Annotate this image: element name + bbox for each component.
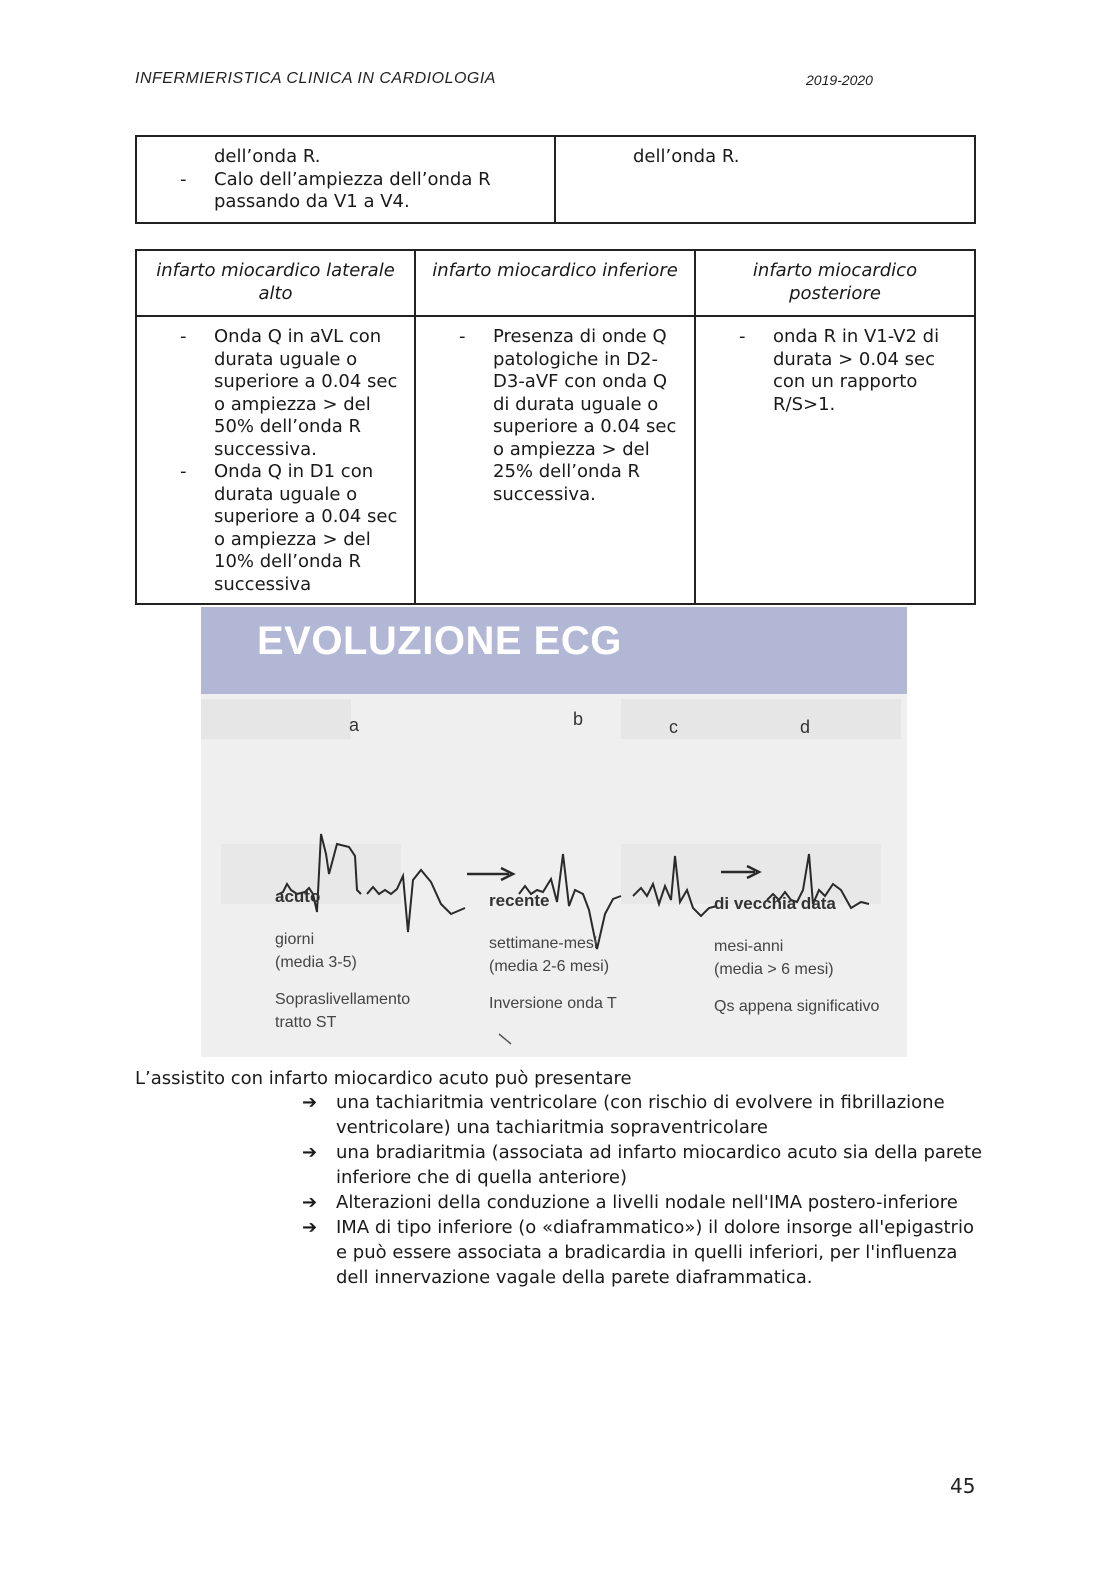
lateral-criteria-list [138,326,404,596]
trace-label: b [573,709,584,729]
intro-paragraph: L’assistito con infarto miocardico acuto può presentare [135,1068,632,1089]
complication-text: Alterazioni della conduzione a livelli nodale nell'IMA postero-inferiore [336,1192,958,1213]
complication-item [300,1140,990,1190]
ecg-title: EVOLUZIONE ECG [257,619,622,663]
arrow-icon: ➔ [302,1217,318,1238]
ecg-evolution-figure [201,607,907,1057]
criteria-item: - onda R in V1-V2 di durata > 0.04 sec con un rapporto R/S>1. [697,326,964,416]
stage-average: (media 2-6 mesi) [489,958,610,975]
criteria-item: - Onda Q in D1 con durata uguale o superiore a 0.04 sec o ampiezza > del 10% dell’onda R successiva [138,461,404,596]
complications-list [300,1090,990,1290]
stage-duration: settimane-mesi [489,935,598,952]
inferior-criteria-list [417,326,684,506]
stage-old [714,892,904,1018]
stage-acute [275,885,465,1034]
stage-name: acuto [275,887,321,906]
stage-name: di vecchia data [714,894,836,913]
arrow-icon: ➔ [302,1092,318,1113]
infarct-types-table [135,249,976,605]
continuation-cell-left [136,136,555,223]
document-header-title: INFERMIERISTICA CLINICA IN CARDIOLOGIA [135,70,496,87]
continuation-text: dell’onda R. [214,146,321,167]
complication-text: IMA di tipo inferiore (o «diaframmatico») il dolore insorge all'epigastrio e può essere associata a bradicardia in quelli inferiori, per l'influenza dell innervazione vagale della parete diaframmatica. [336,1217,974,1288]
arrow-icon: ➔ [302,1142,318,1163]
complication-item [300,1090,990,1140]
stage-average: (media 3-5) [275,954,357,971]
posterior-criteria-cell [695,316,975,604]
stage-finding: Sopraslivellamento [275,991,411,1008]
stage-finding: tratto ST [275,1014,337,1031]
criteria-item: - Onda Q in aVL con durata uguale o superiore a 0.04 sec o ampiezza > del 50% dell’onda R successiva. [138,326,404,461]
stage-recent [489,889,689,1015]
stage-average: (media > 6 mesi) [714,961,834,978]
stage-finding: Inversione onda T [489,995,617,1012]
stage-name: recente [489,891,550,910]
continuation-cell-right [555,136,975,223]
column-header-lateral: infarto miocardico laterale alto [136,250,415,316]
complication-item [300,1190,990,1215]
trace-label: a [349,715,360,735]
criteria-item: - Presenza di onde Q patologiche in D2-D3-aVF con onda Q di durata uguale o superiore a 0.04 sec o ampiezza > del 25% dell’onda R successiva. [417,326,684,506]
lateral-criteria-cell [136,316,415,604]
ecg-title-banner [201,607,907,694]
inferior-criteria-cell [415,316,695,604]
page-number: 45 [950,1474,976,1498]
document-header-year: 2019-2020 [806,72,873,88]
complication-text: una bradiaritmia (associata ad infarto miocardico acuto sia della parete inferiore che di quella anteriore) [336,1142,983,1188]
column-header-posterior: infarto miocardico posteriore [695,250,975,316]
complication-item [300,1215,990,1290]
continuation-table [135,135,976,224]
continuation-list [138,169,544,214]
continuation-list-item: - Calo dell’ampiezza dell’onda R passando da V1 a V4. [138,169,544,214]
stage-finding: Qs appena significativo [714,998,880,1015]
continuation-text: dell’onda R. [633,146,740,167]
posterior-criteria-list [697,326,964,416]
column-header-inferior: infarto miocardico inferiore [415,250,695,316]
complication-text: una tachiaritmia ventricolare (con rischio di evolvere in fibrillazione ventricolare) una tachiaritmia sopraventricolare [336,1092,945,1138]
arrow-icon: ➔ [302,1192,318,1213]
trace-label: d [800,717,811,737]
stage-duration: mesi-anni [714,938,784,955]
trace-label: c [669,717,678,737]
stage-duration: giorni [275,931,315,948]
